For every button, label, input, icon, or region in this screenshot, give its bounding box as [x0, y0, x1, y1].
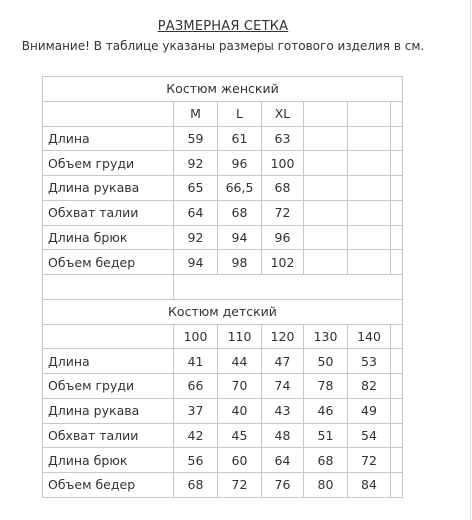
measurement-value: 64	[174, 200, 218, 225]
measurement-value: 44	[218, 349, 262, 374]
women-sizes-row	[43, 101, 403, 126]
measurement-value	[348, 225, 391, 250]
size-header: 120	[262, 324, 304, 349]
filler-cell	[391, 349, 403, 374]
measurement-value: 40	[218, 398, 262, 423]
measurement-label: Обхват талии	[43, 200, 174, 225]
size-header: 140	[348, 324, 391, 349]
measurement-value: 84	[348, 473, 391, 498]
measurement-value	[304, 126, 348, 151]
filler-cell	[391, 101, 403, 126]
size-table	[42, 76, 403, 498]
size-header: 110	[218, 324, 262, 349]
measurement-value: 61	[218, 126, 262, 151]
women-section-heading: Костюм женский	[43, 77, 403, 102]
filler-cell	[391, 398, 403, 423]
measurement-value: 100	[262, 151, 304, 176]
measurement-value: 37	[174, 398, 218, 423]
measurement-value	[348, 151, 391, 176]
measurement-label: Объем груди	[43, 151, 174, 176]
kids-section-heading: Костюм детский	[43, 299, 403, 324]
measurement-value: 42	[174, 423, 218, 448]
measurement-value: 102	[262, 250, 304, 275]
filler-cell	[391, 200, 403, 225]
measurement-value: 48	[262, 423, 304, 448]
measurement-value: 94	[174, 250, 218, 275]
measurement-value: 80	[304, 473, 348, 498]
measurement-value: 72	[348, 448, 391, 473]
measurement-label: Объем бедер	[43, 473, 174, 498]
measurement-value: 41	[174, 349, 218, 374]
size-notice: Внимание! В таблице указаны размеры готового изделия в см.	[21, 39, 425, 53]
measurement-value: 51	[304, 423, 348, 448]
measurement-value	[304, 250, 348, 275]
table-row	[43, 448, 403, 473]
measurement-value: 96	[262, 225, 304, 250]
filler-cell	[391, 374, 403, 399]
measurement-value: 54	[348, 423, 391, 448]
measurement-label: Длина	[43, 349, 174, 374]
table-row	[43, 176, 403, 201]
table-row	[43, 423, 403, 448]
measurement-value: 72	[218, 473, 262, 498]
page-title: РАЗМЕРНАЯ СЕТКА	[157, 19, 289, 34]
measurement-value: 60	[218, 448, 262, 473]
filler-cell	[391, 126, 403, 151]
measurement-value: 65	[174, 176, 218, 201]
filler-cell	[391, 151, 403, 176]
size-header	[348, 101, 391, 126]
measurement-value: 45	[218, 423, 262, 448]
measurement-value: 92	[174, 225, 218, 250]
women-heading-row	[43, 77, 403, 102]
measurement-value: 49	[348, 398, 391, 423]
filler-cell	[391, 225, 403, 250]
table-row	[43, 200, 403, 225]
measurement-value: 59	[174, 126, 218, 151]
measurement-value: 56	[174, 448, 218, 473]
measurement-value: 47	[262, 349, 304, 374]
spacer-cell	[174, 275, 403, 300]
table-row	[43, 398, 403, 423]
measurement-value: 98	[218, 250, 262, 275]
measurement-value: 82	[348, 374, 391, 399]
measurement-value: 94	[218, 225, 262, 250]
measurement-value: 78	[304, 374, 348, 399]
size-header: 100	[174, 324, 218, 349]
measurement-value	[348, 176, 391, 201]
measurement-value: 50	[304, 349, 348, 374]
measurement-label: Объем груди	[43, 374, 174, 399]
measurement-value: 68	[218, 200, 262, 225]
measurement-label: Длина рукава	[43, 176, 174, 201]
filler-cell	[391, 250, 403, 275]
page-right-border	[470, 0, 471, 520]
kids-heading-row	[43, 299, 403, 324]
spacer-row	[43, 275, 403, 300]
measurement-label: Объем бедер	[43, 250, 174, 275]
measurement-value	[304, 151, 348, 176]
measurement-label: Длина	[43, 126, 174, 151]
table-row	[43, 349, 403, 374]
measurement-value: 74	[262, 374, 304, 399]
measurement-value: 46	[304, 398, 348, 423]
filler-cell	[391, 423, 403, 448]
size-header-empty	[43, 324, 174, 349]
measurement-value: 63	[262, 126, 304, 151]
measurement-label: Длина рукава	[43, 398, 174, 423]
measurement-label: Обхват талии	[43, 423, 174, 448]
size-header: M	[174, 101, 218, 126]
size-header-empty	[43, 101, 174, 126]
measurement-value	[348, 250, 391, 275]
filler-cell	[391, 473, 403, 498]
size-header: L	[218, 101, 262, 126]
measurement-value: 72	[262, 200, 304, 225]
measurement-value: 68	[262, 176, 304, 201]
measurement-value	[304, 176, 348, 201]
filler-cell	[391, 324, 403, 349]
measurement-value: 43	[262, 398, 304, 423]
measurement-value	[304, 200, 348, 225]
measurement-value: 68	[174, 473, 218, 498]
table-row	[43, 225, 403, 250]
table-row	[43, 151, 403, 176]
measurement-value: 66,5	[218, 176, 262, 201]
size-header	[304, 101, 348, 126]
measurement-value: 66	[174, 374, 218, 399]
measurement-value: 92	[174, 151, 218, 176]
kids-sizes-row	[43, 324, 403, 349]
measurement-value	[304, 225, 348, 250]
measurement-value	[348, 126, 391, 151]
table-row	[43, 126, 403, 151]
size-header: 130	[304, 324, 348, 349]
spacer-label-cell	[43, 275, 174, 300]
size-header: XL	[262, 101, 304, 126]
measurement-value: 64	[262, 448, 304, 473]
filler-cell	[391, 176, 403, 201]
measurement-value: 68	[304, 448, 348, 473]
filler-cell	[391, 448, 403, 473]
table-row	[43, 374, 403, 399]
table-row	[43, 250, 403, 275]
measurement-value: 96	[218, 151, 262, 176]
table-row	[43, 473, 403, 498]
measurement-value: 53	[348, 349, 391, 374]
measurement-value	[348, 200, 391, 225]
measurement-label: Длина брюк	[43, 448, 174, 473]
measurement-label: Длина брюк	[43, 225, 174, 250]
measurement-value: 76	[262, 473, 304, 498]
measurement-value: 70	[218, 374, 262, 399]
